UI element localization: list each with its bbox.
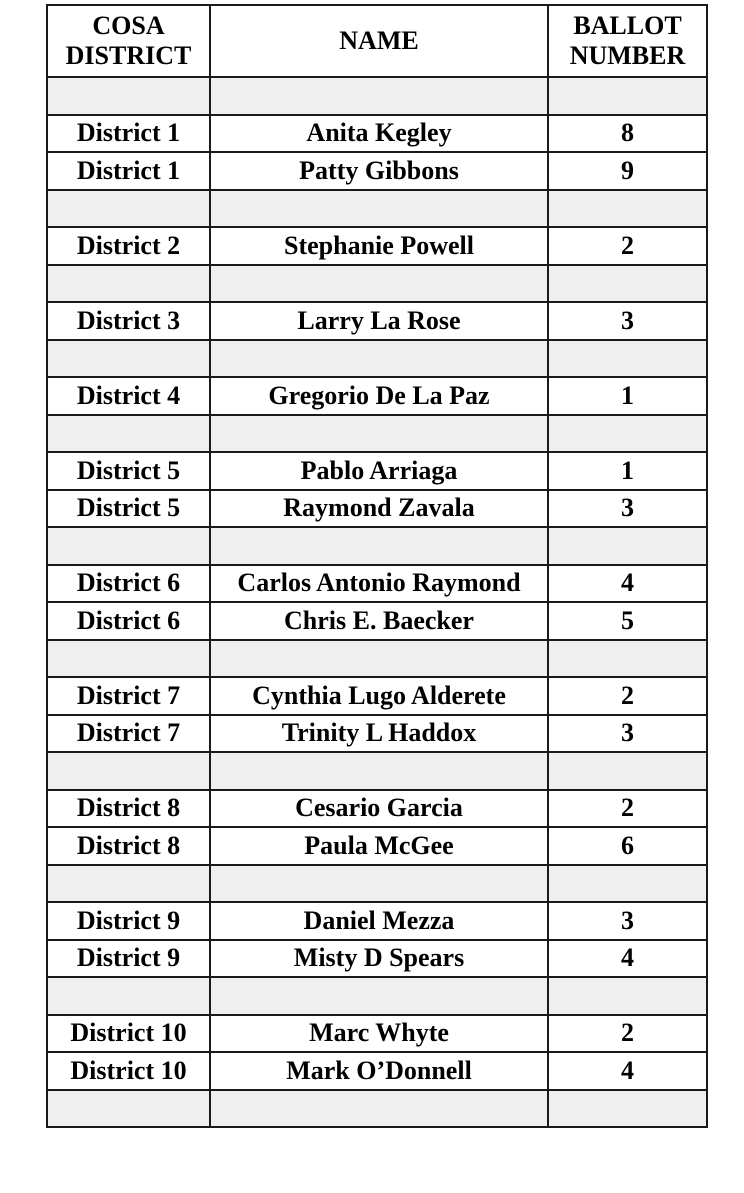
table-row — [47, 940, 707, 978]
name-cell: Trinity L Haddox — [210, 715, 548, 753]
name-cell: Marc Whyte — [210, 1015, 548, 1053]
district-cell: District 5 — [47, 490, 210, 528]
spacer-cell — [548, 977, 707, 1015]
spacer-cell — [210, 640, 548, 678]
district-cell: District 2 — [47, 227, 210, 265]
spacer-cell — [210, 190, 548, 228]
name-cell: Paula McGee — [210, 827, 548, 865]
table-row — [47, 902, 707, 940]
name-cell: Gregorio De La Paz — [210, 377, 548, 415]
name-cell: Stephanie Powell — [210, 227, 548, 265]
district-cell: District 7 — [47, 677, 210, 715]
name-cell: Mark O’Donnell — [210, 1052, 548, 1090]
spacer-cell — [47, 527, 210, 565]
spacer-cell — [47, 865, 210, 903]
spacer-cell — [47, 77, 210, 115]
spacer-cell — [47, 752, 210, 790]
district-cell: District 1 — [47, 152, 210, 190]
table-row — [47, 302, 707, 340]
spacer-cell — [548, 415, 707, 453]
ballot-cell: 1 — [548, 377, 707, 415]
spacer-row — [47, 640, 707, 678]
name-cell: Daniel Mezza — [210, 902, 548, 940]
name-cell: Patty Gibbons — [210, 152, 548, 190]
ballot-cell: 2 — [548, 790, 707, 828]
header-ballot-line-2: NUMBER — [569, 41, 686, 70]
spacer-cell — [548, 77, 707, 115]
name-cell: Pablo Arriaga — [210, 452, 548, 490]
table-row — [47, 790, 707, 828]
spacer-cell — [47, 1090, 210, 1128]
header-row — [47, 5, 707, 77]
spacer-cell — [47, 977, 210, 1015]
header-district-line-1: COSA — [92, 11, 165, 40]
ballot-table — [46, 4, 708, 1128]
table-row — [47, 602, 707, 640]
ballot-cell: 2 — [548, 227, 707, 265]
spacer-cell — [548, 265, 707, 303]
name-cell: Anita Kegley — [210, 115, 548, 153]
spacer-cell — [47, 415, 210, 453]
table-row — [47, 1015, 707, 1053]
name-cell: Chris E. Baecker — [210, 602, 548, 640]
district-cell: District 10 — [47, 1015, 210, 1053]
table-row — [47, 452, 707, 490]
table-row — [47, 152, 707, 190]
spacer-cell — [47, 640, 210, 678]
district-cell: District 4 — [47, 377, 210, 415]
district-cell: District 8 — [47, 790, 210, 828]
ballot-cell: 4 — [548, 940, 707, 978]
spacer-cell — [548, 340, 707, 378]
header-ballot-line-1: BALLOT — [573, 11, 682, 40]
spacer-row — [47, 977, 707, 1015]
table-row — [47, 715, 707, 753]
spacer-cell — [47, 265, 210, 303]
ballot-cell: 9 — [548, 152, 707, 190]
spacer-cell — [210, 340, 548, 378]
spacer-row — [47, 77, 707, 115]
spacer-cell — [210, 977, 548, 1015]
spacer-cell — [47, 340, 210, 378]
spacer-cell — [548, 527, 707, 565]
spacer-cell — [47, 190, 210, 228]
name-cell: Carlos Antonio Raymond — [210, 565, 548, 603]
table-body — [47, 77, 707, 1127]
table-row — [47, 227, 707, 265]
spacer-cell — [210, 752, 548, 790]
district-cell: District 1 — [47, 115, 210, 153]
district-cell: District 5 — [47, 452, 210, 490]
ballot-cell: 3 — [548, 490, 707, 528]
spacer-cell — [210, 265, 548, 303]
spacer-row — [47, 752, 707, 790]
spacer-row — [47, 415, 707, 453]
ballot-cell: 4 — [548, 565, 707, 603]
spacer-cell — [210, 77, 548, 115]
spacer-cell — [210, 415, 548, 453]
spacer-cell — [210, 527, 548, 565]
district-cell: District 8 — [47, 827, 210, 865]
district-cell: District 7 — [47, 715, 210, 753]
name-cell: Misty D Spears — [210, 940, 548, 978]
spacer-row — [47, 1090, 707, 1128]
spacer-row — [47, 865, 707, 903]
ballot-cell: 3 — [548, 715, 707, 753]
table-row — [47, 490, 707, 528]
ballot-cell: 6 — [548, 827, 707, 865]
spacer-cell — [548, 640, 707, 678]
ballot-cell: 1 — [548, 452, 707, 490]
name-cell: Raymond Zavala — [210, 490, 548, 528]
ballot-cell: 4 — [548, 1052, 707, 1090]
table-row — [47, 827, 707, 865]
ballot-cell: 5 — [548, 602, 707, 640]
table-row — [47, 565, 707, 603]
header-district-line-2: DISTRICT — [65, 41, 192, 70]
header-ballot — [548, 5, 707, 77]
spacer-row — [47, 527, 707, 565]
table-row — [47, 677, 707, 715]
district-cell: District 9 — [47, 902, 210, 940]
table-row — [47, 377, 707, 415]
table-row — [47, 1052, 707, 1090]
header-district — [47, 5, 210, 77]
district-cell: District 6 — [47, 565, 210, 603]
spacer-cell — [548, 752, 707, 790]
ballot-cell: 3 — [548, 902, 707, 940]
ballot-cell: 3 — [548, 302, 707, 340]
table-row — [47, 115, 707, 153]
ballot-cell: 2 — [548, 1015, 707, 1053]
ballot-cell: 2 — [548, 677, 707, 715]
name-cell: Cynthia Lugo Alderete — [210, 677, 548, 715]
spacer-cell — [548, 865, 707, 903]
spacer-row — [47, 265, 707, 303]
district-cell: District 10 — [47, 1052, 210, 1090]
spacer-cell — [210, 865, 548, 903]
header-name: NAME — [210, 5, 548, 77]
spacer-cell — [548, 190, 707, 228]
district-cell: District 3 — [47, 302, 210, 340]
ballot-cell: 8 — [548, 115, 707, 153]
spacer-cell — [210, 1090, 548, 1128]
district-cell: District 9 — [47, 940, 210, 978]
spacer-cell — [548, 1090, 707, 1128]
spacer-row — [47, 190, 707, 228]
district-cell: District 6 — [47, 602, 210, 640]
name-cell: Larry La Rose — [210, 302, 548, 340]
spacer-row — [47, 340, 707, 378]
name-cell: Cesario Garcia — [210, 790, 548, 828]
